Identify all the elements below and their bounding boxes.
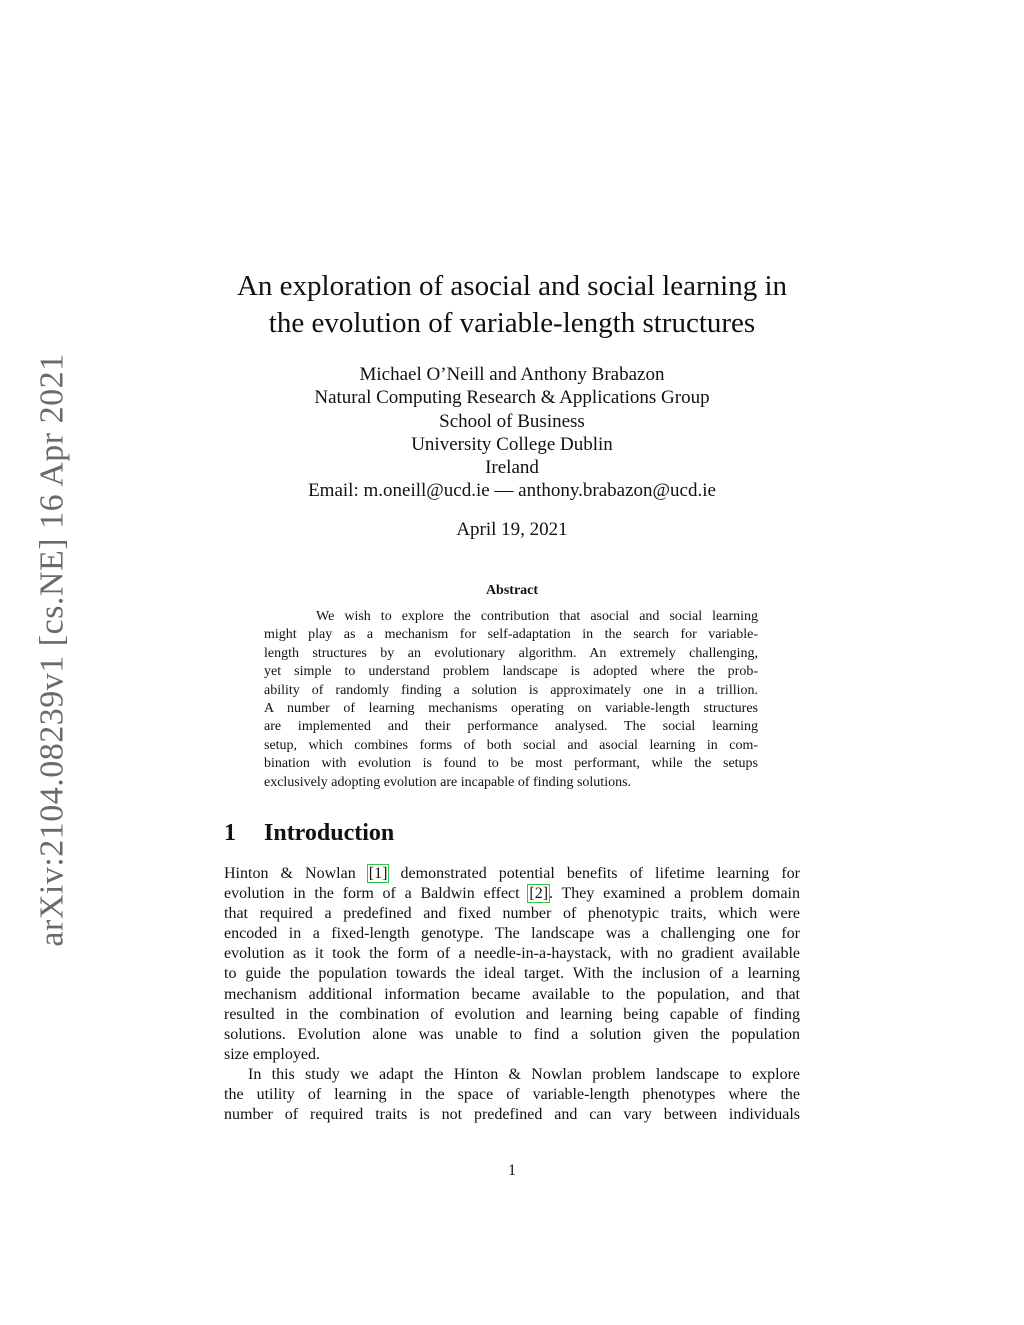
abstract-line: bination with evolution is found to be most performant, while the setups — [264, 756, 758, 772]
author-block — [200, 363, 824, 503]
citation-link[interactable]: [1] — [368, 865, 388, 882]
section-title: Introduction — [264, 820, 395, 846]
body-line: solutions. Evolution alone was unable to find a solution given the population — [224, 1025, 800, 1043]
arxiv-stamp — [28, 355, 78, 945]
introduction-body — [224, 864, 800, 1125]
body-text-fragment: evolution in the form of a Baldwin effect — [224, 885, 529, 903]
author-names: Michael O’Neill and Anthony Brabazon — [359, 364, 665, 385]
author-email: Email: m.oneill@ucd.ie — anthony.brabazon@ucd.ie — [308, 480, 716, 502]
arxiv-stamp-text: arXiv:2104.08239v1 [cs.NE] 16 Apr 2021 — [34, 353, 71, 947]
body-text-fragment: Hinton & Nowlan — [224, 865, 368, 882]
section-number: 1 — [224, 820, 236, 846]
body-line: evolution as it took the form of a needle-in-a-haystack, with no gradient available — [224, 945, 800, 963]
body-line: that required a predefined and fixed number of phenotypic traits, which were — [224, 905, 800, 923]
abstract-line: are implemented and their performance analysed. The social learning — [264, 719, 758, 735]
body-line: encoded in a fixed-length genotype. The landscape was a challenging one for — [224, 925, 800, 943]
body-line: In this study we adapt the Hinton & Nowlan problem landscape to explore — [248, 1065, 800, 1083]
body-line: resulted in the combination of evolution and learning being capable of finding — [224, 1005, 800, 1023]
paper-date: April 19, 2021 — [456, 519, 568, 540]
abstract-heading: Abstract — [485, 583, 539, 598]
author-university: University College Dublin — [411, 433, 613, 455]
body-line: mechanism additional information became available to the population, and that — [224, 985, 800, 1003]
author-country: Ireland — [485, 457, 539, 479]
author-school: School of Business — [439, 410, 585, 432]
abstract-line: We wish to explore the contribution that asocial and social learning — [316, 609, 758, 624]
title-line: the evolution of variable-length structures — [268, 307, 756, 339]
abstract-line: ability of randomly finding a solution is approximately one in a trillion. — [264, 682, 758, 698]
abstract-line: setup, which combines forms of both social and asocial learning in com- — [264, 737, 758, 753]
abstract-line: exclusively adopting evolution are incapable of finding solutions. — [264, 774, 632, 790]
body-line: number of required traits is not predefined and can vary between individuals — [224, 1106, 800, 1124]
body-line — [224, 884, 800, 904]
body-line: size employed. — [224, 1045, 320, 1063]
body-text-fragment: . They examined a problem domain — [549, 885, 800, 903]
body-line — [224, 864, 800, 884]
abstract-line: might play as a mechanism for self-adaptation in the search for variable- — [264, 627, 758, 643]
body-text-fragment: demonstrated potential benefits of lifetime learning for — [388, 865, 801, 882]
section-heading-introduction — [224, 820, 394, 847]
body-line: the utility of learning in the space of variable-length phenotypes where the — [224, 1086, 800, 1104]
citation-link[interactable]: [2] — [529, 885, 549, 903]
abstract-line: length structures by an evolutionary algorithm. An extremely challenging, — [264, 645, 758, 661]
body-line: to guide the population towards the ideal target. With the inclusion of a learning — [224, 965, 800, 983]
abstract-body — [264, 608, 758, 792]
page-number: 1 — [508, 1162, 516, 1179]
abstract-line: yet simple to understand problem landscape is adopted where the prob- — [264, 664, 758, 680]
title-line: An exploration of asocial and social learning in — [236, 270, 788, 302]
author-group: Natural Computing Research & Applications Group — [314, 387, 710, 409]
abstract-line: A number of learning mechanisms operating on variable-length structures — [264, 701, 758, 717]
paper-title — [200, 268, 824, 342]
